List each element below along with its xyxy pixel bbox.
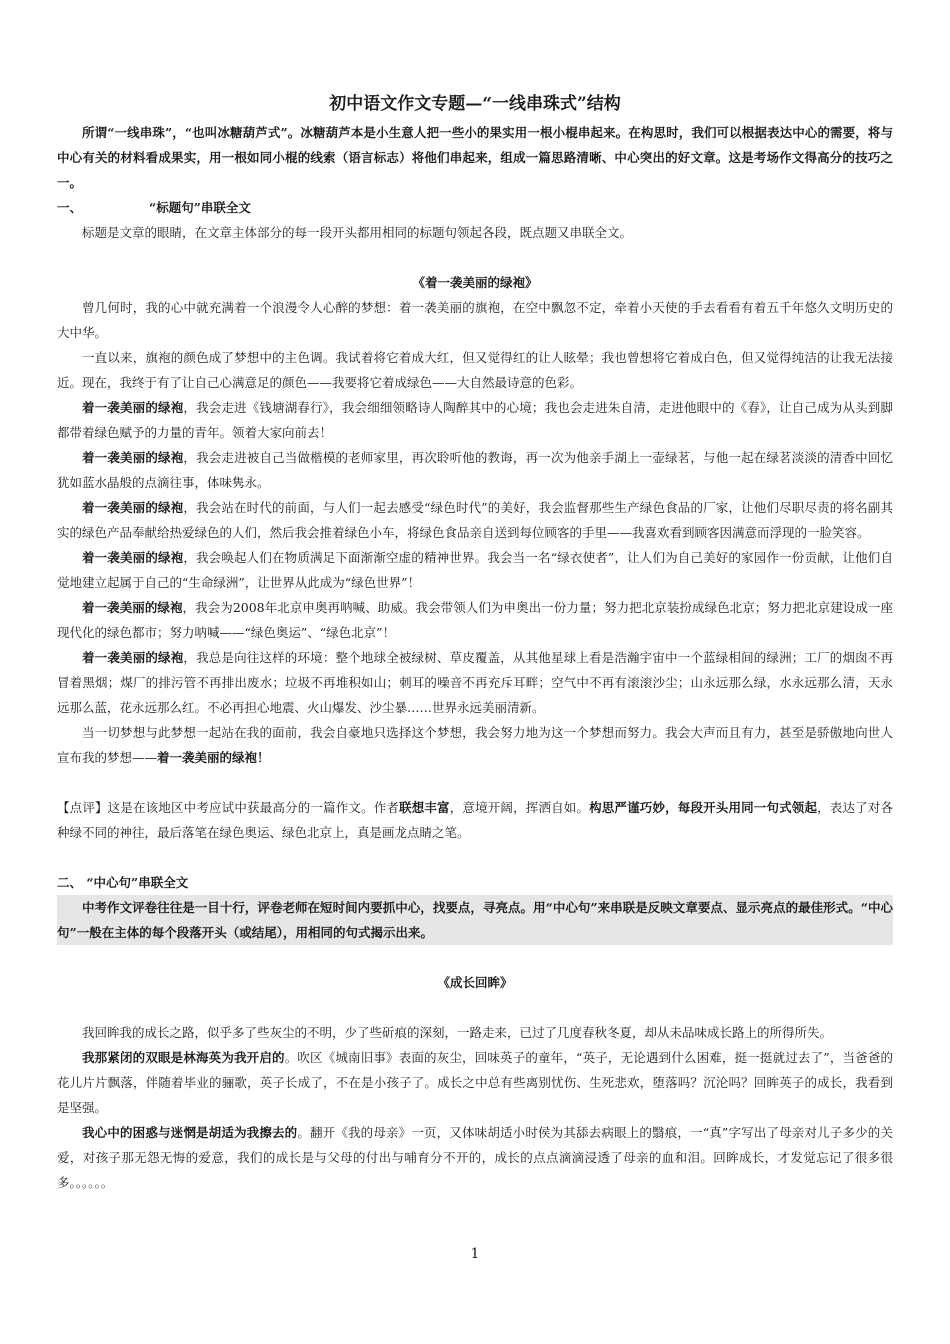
lead-sentence: 着一袭美丽的绿袍 [82,650,184,665]
lead-sentence: 着一袭美丽的绿袍 [82,600,183,615]
lead-sentence: 着一袭美丽的绿袍 [82,450,184,465]
lead-sentence: 着一袭美丽的绿袍 [82,550,184,565]
section-2-description: 中考作文评卷往往是一目十行，评卷老师在短时间内要抓中心，找要点，寻亮点。用“中心句”来串联是反映文章要点、显示亮点的最佳形式。“中心句”一般在主体的每个段落开头（或结尾），用相同的句式揭示出来。 [57,895,893,945]
essay-1-title: 《着一袭美丽的绿袍》 [412,275,538,290]
essay-2-title: 《成长回眸》 [437,975,513,990]
lead-sentence: 着一袭美丽的绿袍 [82,500,184,515]
document-page [57,92,893,1195]
essay-1-paragraph: 着一袭美丽的绿袍，我会站在时代的前面，与人们一起去感受“绿色时代”的美好，我会监督那些生产绿色食品的厂家，让他们尽职尽责的将名副其实的绿色产品奉献给热爱绿色的人们，然后我会推着绿色小车，将绿色食品亲自送到每位顾客的手里——我喜欢看到顾客因满意而浮现的一脸笑容。 [57,500,893,540]
section-1-title: “标题句”串联全文 [149,200,251,215]
lead-sentence: 着一袭美丽的绿袍 [82,400,184,415]
comment-paragraph: 【点评】这是在该地区中考应试中获最高分的一篇作文。作者联想丰富，意境开阔，挥洒自如。构思严谨巧妙，每段开头用同一句式领起，表达了对各种绿不同的神往，最后落笔在绿色奥运、绿色北京上，真是画龙点睛之笔。 [57,800,893,840]
page-title: 初中语文作文专题—“一线串珠式”结构 [329,94,621,114]
essay-1-closing-paragraph: 当一切梦想与此梦想一起站在我的面前，我会自豪地只选择这个梦想，我会努力地为这一个梦想而努力。我会大声而且有力，甚至是骄傲地向世人宣布我的梦想——着一袭美丽的绿袍！ [57,725,893,765]
section-1-number: 一、 [57,200,83,215]
page-number: 1 [470,1246,480,1262]
section-2-heading: 二、 “中心句”串联全文 [57,875,189,890]
section-1-description: 标题是文章的眼睛，在文章主体部分的每一段开头都用相同的标题句领起各段，既点题又串联全文。 [82,225,633,240]
essay-1-paragraph: 着一袭美丽的绿袍，我会走进被自己当做楷模的老师家里，再次聆听他的教诲，再一次为他亲手湖上一壶绿茗，与他一起在绿茗淡淡的清香中回忆犹如蓝水晶般的点滴往事，体味隽永。 [57,450,893,490]
essay-1-paragraph: 一直以来，旗袍的颜色成了梦想中的主色调。我试着将它着成大红，但又觉得红的让人眩晕；我也曾想将它着成白色，但又觉得纯洁的让我无法接近。现在，我终于有了让自己心满意足的颜色——我要将它着成绿色——大自然最诗意的色彩。 [57,350,893,390]
essay-2-paragraph: 我那紧闭的双眼是林海英为我开启的。吹区《城南旧事》表面的灰尘，回味英子的童年，“英子，无论遇到什么困难，挺一挺就过去了”，当爸爸的花儿片片飘落，伴随着毕业的骊歌，英子长成了，不在是小孩子了。成长之中总有些离别忧伤、生死悲欢，堕落吗？沉沦吗？回眸英子的成长，我看到是坚强。 [57,1050,893,1115]
essay-1-paragraph: 着一袭美丽的绿袍，我会唤起人们在物质满足下面渐渐空虚的精神世界。我会当一名“绿衣使者”，让人们为自己美好的家园作一份贡献，让他们自觉地建立起属于自己的“生命绿洲”，让世界从此成为“绿色世界”！ [57,550,893,590]
essay-2-paragraph: 我回眸我的成长之路，似乎多了些灰尘的不明，少了些斫痕的深刻，一路走来，已过了几度春秋冬夏，却从未品味成长路上的所得所失。 [82,1025,833,1040]
essay-1-paragraph: 着一袭美丽的绿袍，我会走进《钱塘湖春行》，我会细细领略诗人陶醉其中的心境；我也会走进朱自清，走进他眼中的《春》，让自己成为从头到脚都带着绿色赋予的力量的青年。领着大家向前去！ [57,400,893,440]
section-1-heading [57,195,893,220]
essay-2-paragraph: 我心中的困惑与迷惘是胡适为我擦去的。翻开《我的母亲》一页，又体味胡适小时侯为其舔去病眼上的翳痕，一“真”字写出了母亲对儿子多少的关爱，对孩子那无怨无悔的爱意，我们的成长是与父母的付出与哺育分不开的，成长的点点滴滴浸透了母亲的血和泪。回眸成长，才发觉忘记了很多很多。。。。。。 [57,1125,893,1190]
essay-1-paragraph: 曾几何时，我的心中就充满着一个浪漫令人心醉的梦想：着一袭美丽的旗袍，在空中飘忽不定，牵着小天使的手去看看有着五千年悠久文明历史的大中华。 [57,300,893,340]
essay-1-paragraph: 着一袭美丽的绿袍，我会为2008年北京申奥再呐喊、助威。我会带领人们为申奥出一份力量；努力把北京装扮成绿色北京；努力把北京建设成一座现代化的绿色都市；努力呐喊——“绿色奥运”、“绿色北京”！ [57,600,893,640]
essay-1-paragraph: 着一袭美丽的绿袍，我总是向往这样的环境：整个地球全被绿树、草皮覆盖，从其他星球上看是浩瀚宇宙中一个蓝绿相间的绿洲；工厂的烟囱不再冒着黑烟；煤厂的排污管不再排出废水；垃圾不再堆积如山；刺耳的噪音不再充斥耳畔；空气中不再有滚滚沙尘；山永远那么绿，水永远那么清，天永远那么蓝，花永远那么红。不必再担心地震、火山爆发、沙尘暴……世界永远美丽清新。 [57,650,893,715]
intro-paragraph: 所谓“一线串珠”，“也叫冰糖葫芦式”。冰糖葫芦本是小生意人把一些小的果实用一根小棍串起来。在构思时，我们可以根据表达中心的需要，将与中心有关的材料看成果实，用一根如同小棍的线索（语言标志）将他们串起来，组成一篇思路清晰、中心突出的好文章。这是考场作文得高分的技巧之一。 [57,125,893,190]
